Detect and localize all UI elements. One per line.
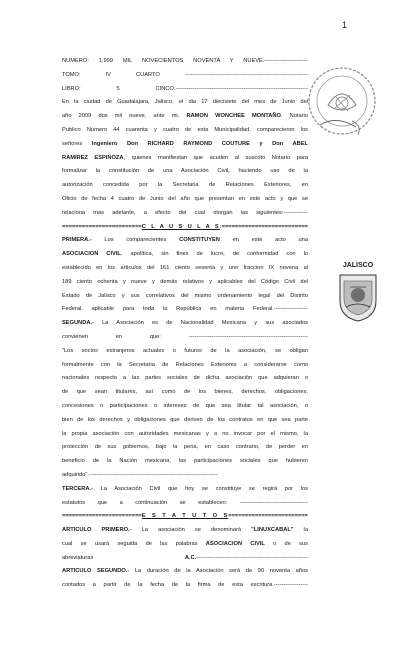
doc-line: Estado de Jalisco y sus correlativos del mismo ordenamiento legal del Distrito [62,292,308,299]
section-heading-clausulas: ========================C L A U S U L A S:========================== [62,223,308,230]
doc-line: LIBRO: 5 CINCO.---------------------------------------------------------------------- [62,85,308,92]
section-heading-estatutos: ========================E S T A T U T O S======================== [62,513,308,520]
doc-line: convienen en que: --------------------------------------------------------------- [62,333,308,340]
page-number: 1 [342,20,348,30]
doc-line: "Los socios extranjeros actuales o futuros de la asociación, se obligan [62,347,308,354]
doc-line: concesiones o participaciones o intereses de que sea titular tal asociación, o [62,402,308,409]
doc-line: TOMO: IV CUARTO ----------------------------------------------------------------- [62,71,308,78]
doc-line: abreviaturas A.C.----------------------------------------------------------- [62,554,308,561]
doc-line: de que sean titulares, así como de los bienes, derechos, obligaciones, [62,389,308,396]
doc-line: NUMERO: 1,999 MIL NOVECIENTOS NOVENTA Y NUEVE.----------------------- [62,58,308,64]
doc-line: En la ciudad de Guadalajara, Jalisco, el dia 17 diecisiete del mes de Junio del [62,99,308,106]
doc-line: la propia asociación con autoridades mexicanas y a no invocar por el mismo, la [62,430,308,437]
doc-line: contados a partir de la fecha de la firma de esta escritura.------------------ [62,582,308,589]
doc-line: bien de los derechos y obligaciones que deriven de los contratos en que sea parte [62,416,308,423]
doc-line: PRIMERA.- Los comparecientes CONSTITUYEN en este acto una [62,237,308,244]
jalisco-logo-label: JALISCO [342,262,374,269]
doc-line: autorización concedida por la Secretaria de Relaciones Exteriores, en [62,182,308,189]
doc-line: beneficio de la Nación mexicana, las participaciones sociales que hubieren [62,458,308,465]
doc-line: relaciona mas adelante, a efecto del cual otorgan las siguientes:------------- [62,209,308,216]
doc-line: SEGUNDA.- La Asociación es de Nacionalidad Mexicana y sus asociados [62,320,308,327]
doc-line: señores Ingeniero Don RICHARD RAYMOND COUTURE y Don ABEL [62,140,308,147]
doc-line: cual se usará seguida de las palabras ASOCIACION CIVIL o de sus [62,540,308,547]
doc-line: nacionales respecto a las partes sociales de dicha asociación que adquieran o [62,375,308,382]
doc-line: Federal, aplicable para toda la República en materia Federal.------------------ [62,306,308,313]
doc-line: 189 ciento ochenta y nueve y demás relativos y aplicables del Código Civil del [62,278,308,285]
doc-line: establecido en los articulos del 161 ciento sesenta y uno fraccion IX novena al [62,264,308,271]
doc-line: Oficio de fecha 4 cuatro de Junio del año que presentan en este acto y que se [62,195,308,202]
jalisco-logo [332,262,384,323]
doc-line: formalmente con la Secretaria de Relaciones Exteriores a considerarse como [62,361,308,368]
doc-line: estatutos que a continuación se establecen: ------------------------------------ [62,499,308,506]
doc-line: formalizar la constitución de una Asociación Civil, haciendo uso de la [62,168,308,175]
doc-line: RAMIREZ ESPINOZA, quienes manifiestan que acuden al suscrito Notario para [62,154,308,161]
doc-line: año 2009 dos mil nueve, ante mi, RAMON WONCHEE MONTAÑO. Notario [62,113,308,120]
doc-line: protección de sus gobiernos, bajo la pena, en caso contrario, de perder en [62,444,308,451]
doc-line: ARTICULO PRIMERO.- La asociación se denominará "LINUXCABAL" la [62,527,308,534]
doc-line: ASOCIACION CIVIL, apolítica, sin fines de lucro, de conformidad con lo [62,251,308,258]
doc-line: TERCERA.- La Asociación Civil que hoy se constituye se regirá por los [62,485,308,492]
document-body [62,55,308,593]
doc-line: adquirido".-------------------------------------------------------------------- [62,471,218,478]
doc-line: Publico Numero 44 cuarenta y cuatro de esta Municipalidad, comparecieron los [62,126,308,133]
doc-line: ARTICULO SEGUNDO.- La duración de la Asociación será de 90 noventa años [62,568,308,575]
jalisco-shield-icon [336,271,380,323]
notary-seal-icon [306,65,378,137]
